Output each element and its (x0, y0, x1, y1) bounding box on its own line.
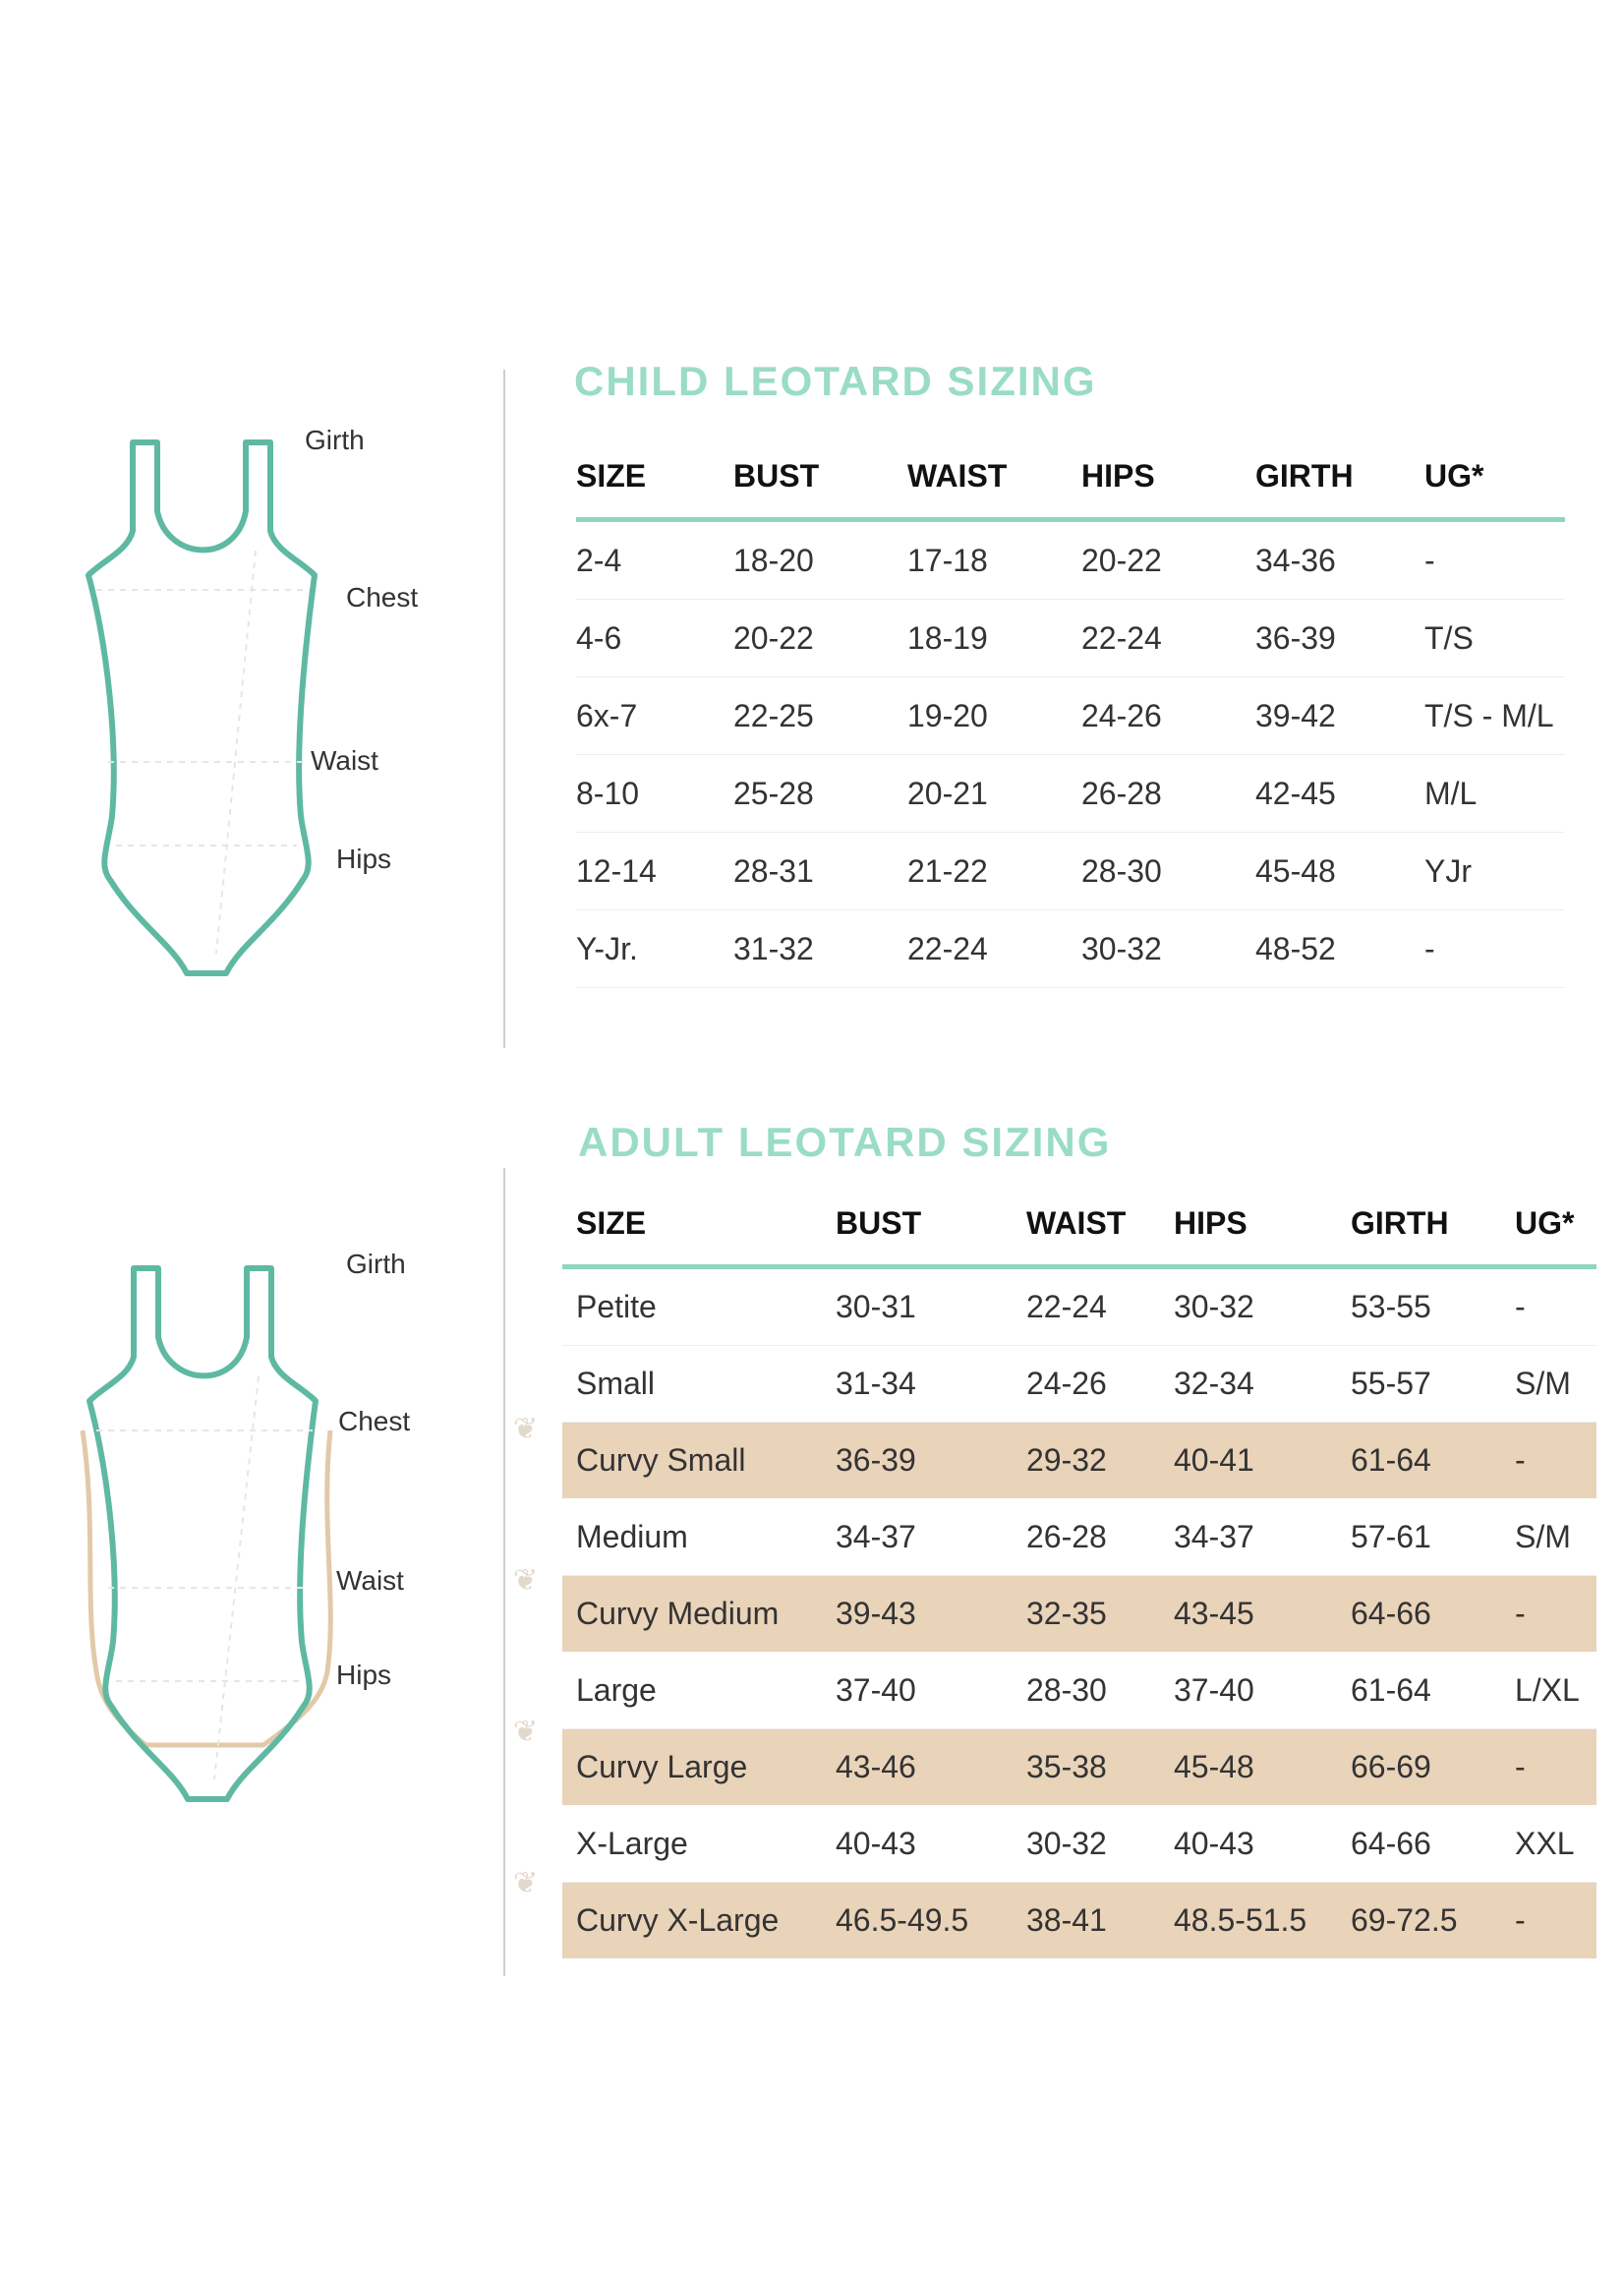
waist-cell: 28-30 (1026, 1653, 1174, 1729)
ug-cell: - (1515, 1883, 1596, 1959)
table-row (562, 1267, 1596, 1346)
bust-cell: 46.5-49.5 (836, 1883, 1026, 1959)
bust-cell: 30-31 (836, 1267, 1026, 1346)
hips-cell: 37-40 (1174, 1653, 1351, 1729)
waist-cell: 38-41 (1026, 1883, 1174, 1959)
curvy-leaf-icon: ❦ (513, 1413, 539, 1445)
table-row (576, 520, 1565, 600)
girth-cell: 64-66 (1351, 1576, 1515, 1653)
ug-cell: - (1424, 520, 1565, 600)
girth-label: Girth (305, 425, 365, 455)
ug-cell: - (1515, 1423, 1596, 1499)
col-header-bust: BUST (733, 435, 907, 520)
table-row (576, 910, 1565, 988)
waist-cell: 22-24 (1026, 1267, 1174, 1346)
ug-cell: M/L (1424, 755, 1565, 833)
hips-cell: 40-41 (1174, 1423, 1351, 1499)
hips-cell: 32-34 (1174, 1346, 1351, 1423)
table-row (576, 755, 1565, 833)
size-cell: Curvy X-Large (562, 1883, 836, 1959)
curvy-table-row (562, 1883, 1596, 1959)
waist-cell: 35-38 (1026, 1729, 1174, 1806)
curvy-leaf-icon: ❦ (513, 1867, 539, 1899)
adult-leotard-diagram (77, 1249, 450, 1819)
bust-cell: 40-43 (836, 1806, 1026, 1883)
hips-cell: 22-24 (1081, 600, 1255, 677)
girth-cell: 42-45 (1255, 755, 1424, 833)
child-leotard-diagram (79, 423, 452, 993)
ug-cell: - (1424, 910, 1565, 988)
col-header-size: SIZE (576, 435, 733, 520)
waist-cell: 29-32 (1026, 1423, 1174, 1499)
table-row (562, 1499, 1596, 1576)
table-header-row (562, 1182, 1596, 1267)
girth-cell: 66-69 (1351, 1729, 1515, 1806)
table-row (576, 600, 1565, 677)
table-row (562, 1653, 1596, 1729)
waist-cell: 20-21 (907, 755, 1081, 833)
girth-cell: 36-39 (1255, 600, 1424, 677)
size-cell: Curvy Medium (562, 1576, 836, 1653)
bust-cell: 34-37 (836, 1499, 1026, 1576)
girth-cell: 53-55 (1351, 1267, 1515, 1346)
hips-label: Hips (336, 1660, 392, 1690)
waist-cell: 19-20 (907, 677, 1081, 755)
col-header-girth: GIRTH (1351, 1182, 1515, 1267)
girth-label: Girth (346, 1249, 406, 1279)
hips-cell: 34-37 (1174, 1499, 1351, 1576)
hips-cell: 45-48 (1174, 1729, 1351, 1806)
chest-label: Chest (338, 1406, 411, 1436)
curvy-table-row (562, 1729, 1596, 1806)
hips-cell: 28-30 (1081, 833, 1255, 910)
col-header-girth: GIRTH (1255, 435, 1424, 520)
hips-label: Hips (336, 844, 392, 874)
girth-cell: 69-72.5 (1351, 1883, 1515, 1959)
child-sizing-title: CHILD LEOTARD SIZING (574, 358, 1097, 404)
ug-cell: T/S - M/L (1424, 677, 1565, 755)
ug-cell: T/S (1424, 600, 1565, 677)
bust-cell: 31-32 (733, 910, 907, 988)
table-header-row (576, 435, 1565, 520)
girth-cell: 61-64 (1351, 1423, 1515, 1499)
table-row (562, 1806, 1596, 1883)
bust-cell: 25-28 (733, 755, 907, 833)
bust-cell: 36-39 (836, 1423, 1026, 1499)
girth-cell: 34-36 (1255, 520, 1424, 600)
col-header-ug: UG* (1515, 1182, 1596, 1267)
ug-cell: YJr (1424, 833, 1565, 910)
bust-cell: 43-46 (836, 1729, 1026, 1806)
bust-cell: 22-25 (733, 677, 907, 755)
col-header-ug: UG* (1424, 435, 1565, 520)
girth-cell: 61-64 (1351, 1653, 1515, 1729)
adult-section-divider (503, 1168, 505, 1976)
size-cell: 2-4 (576, 520, 733, 600)
ug-cell: - (1515, 1267, 1596, 1346)
ug-cell: - (1515, 1729, 1596, 1806)
bust-cell: 28-31 (733, 833, 907, 910)
table-row (576, 833, 1565, 910)
size-cell: Curvy Large (562, 1729, 836, 1806)
waist-cell: 32-35 (1026, 1576, 1174, 1653)
ug-cell: - (1515, 1576, 1596, 1653)
size-cell: 6x-7 (576, 677, 733, 755)
table-row (562, 1346, 1596, 1423)
hips-cell: 30-32 (1174, 1267, 1351, 1346)
col-header-bust: BUST (836, 1182, 1026, 1267)
chest-label: Chest (346, 582, 419, 612)
curvy-table-row (562, 1576, 1596, 1653)
table-row (576, 677, 1565, 755)
col-header-hips: HIPS (1174, 1182, 1351, 1267)
bust-cell: 20-22 (733, 600, 907, 677)
adult-sizing-table (562, 1182, 1596, 1959)
hips-cell: 30-32 (1081, 910, 1255, 988)
hips-cell: 48.5-51.5 (1174, 1883, 1351, 1959)
size-cell: Large (562, 1653, 836, 1729)
hips-cell: 26-28 (1081, 755, 1255, 833)
waist-cell: 17-18 (907, 520, 1081, 600)
hips-cell: 24-26 (1081, 677, 1255, 755)
leotard-outline-icon (79, 423, 452, 993)
size-cell: Petite (562, 1267, 836, 1346)
girth-cell: 45-48 (1255, 833, 1424, 910)
curvy-leaf-icon: ❦ (513, 1716, 539, 1748)
curvy-table-row (562, 1423, 1596, 1499)
girth-cell: 48-52 (1255, 910, 1424, 988)
ug-cell: L/XL (1515, 1653, 1596, 1729)
child-section-divider (503, 370, 505, 1048)
waist-cell: 18-19 (907, 600, 1081, 677)
size-cell: Small (562, 1346, 836, 1423)
waist-cell: 21-22 (907, 833, 1081, 910)
waist-label: Waist (336, 1565, 404, 1596)
col-header-size: SIZE (562, 1182, 836, 1267)
girth-cell: 64-66 (1351, 1806, 1515, 1883)
adult-sizing-title: ADULT LEOTARD SIZING (578, 1119, 1112, 1165)
col-header-waist: WAIST (1026, 1182, 1174, 1267)
size-cell: Y-Jr. (576, 910, 733, 988)
bust-cell: 31-34 (836, 1346, 1026, 1423)
size-cell: Medium (562, 1499, 836, 1576)
ug-cell: S/M (1515, 1346, 1596, 1423)
size-cell: 12-14 (576, 833, 733, 910)
waist-label: Waist (311, 745, 378, 776)
size-cell: X-Large (562, 1806, 836, 1883)
curvy-leotard-outline-icon (77, 1249, 450, 1819)
col-header-waist: WAIST (907, 435, 1081, 520)
bust-cell: 18-20 (733, 520, 907, 600)
waist-cell: 22-24 (907, 910, 1081, 988)
child-sizing-table (576, 435, 1565, 988)
waist-cell: 26-28 (1026, 1499, 1174, 1576)
ug-cell: XXL (1515, 1806, 1596, 1883)
girth-cell: 55-57 (1351, 1346, 1515, 1423)
hips-cell: 20-22 (1081, 520, 1255, 600)
curvy-leaf-icon: ❦ (513, 1564, 539, 1597)
bust-cell: 37-40 (836, 1653, 1026, 1729)
size-cell: Curvy Small (562, 1423, 836, 1499)
girth-cell: 57-61 (1351, 1499, 1515, 1576)
col-header-hips: HIPS (1081, 435, 1255, 520)
ug-cell: S/M (1515, 1499, 1596, 1576)
waist-cell: 24-26 (1026, 1346, 1174, 1423)
bust-cell: 39-43 (836, 1576, 1026, 1653)
size-cell: 4-6 (576, 600, 733, 677)
hips-cell: 43-45 (1174, 1576, 1351, 1653)
size-cell: 8-10 (576, 755, 733, 833)
waist-cell: 30-32 (1026, 1806, 1174, 1883)
girth-cell: 39-42 (1255, 677, 1424, 755)
hips-cell: 40-43 (1174, 1806, 1351, 1883)
